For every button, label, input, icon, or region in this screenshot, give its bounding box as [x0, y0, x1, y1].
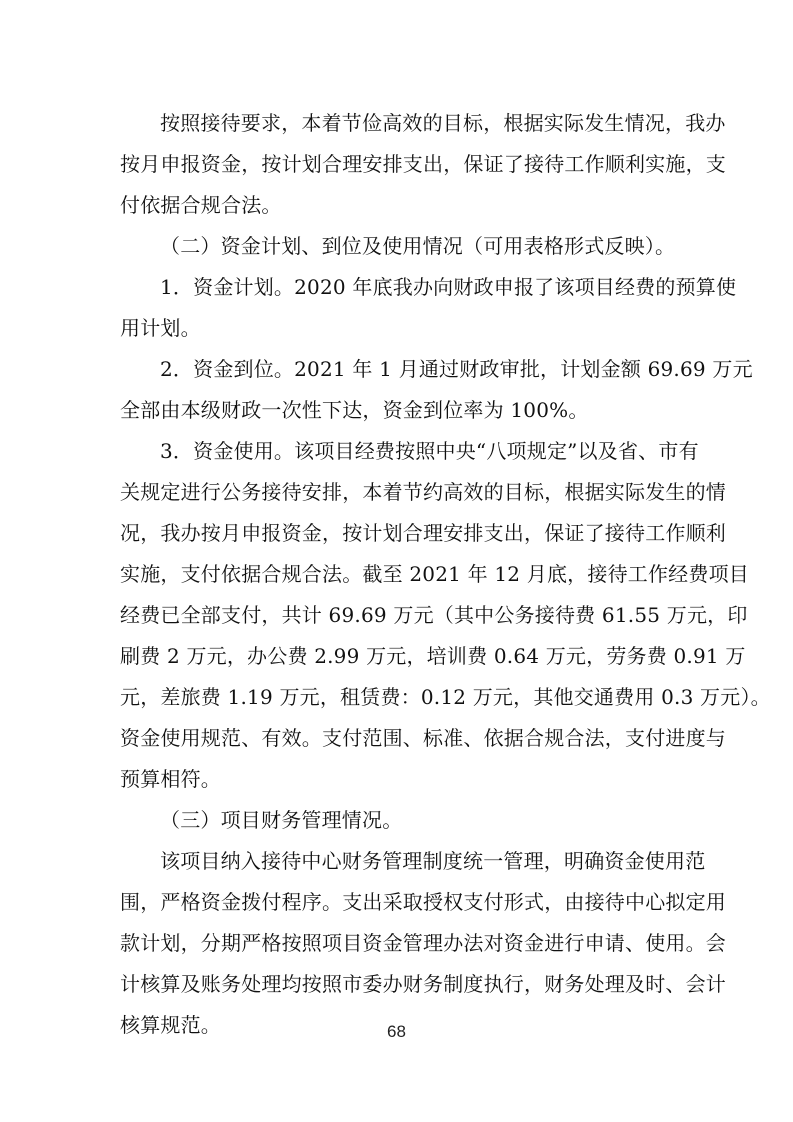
paragraph-line: 经费已全部支付，共计 69.69 万元（其中公务接待费 61.55 万元，印: [120, 603, 748, 627]
section-heading-funds: [120, 226, 674, 267]
paragraph-line: 按月申报资金，按计划合理安排支出，保证了接待工作顺利实施，支: [120, 152, 726, 176]
heading-line: （二）资金计划、到位及使用情况（可用表格形式反映）。: [160, 234, 676, 258]
paragraph-line: 预算相符。: [120, 767, 221, 791]
body-text: [120, 103, 771, 1046]
paragraph-line: 核算规范。: [120, 1013, 221, 1037]
paragraph-financial-management: [120, 841, 726, 1046]
paragraph-reception-requirements: [120, 103, 726, 226]
paragraph-line: 围，严格资金拨付程序。支出采取授权支付形式，由接待中心拟定用: [120, 890, 726, 914]
paragraph-line: 用计划。: [120, 316, 201, 340]
paragraph-line: 按照接待要求，本着节俭高效的目标，根据实际发生情况，我办: [160, 111, 726, 135]
paragraph-line: 款计划，分期严格按照项目资金管理办法对资金进行申请、使用。会: [120, 931, 726, 955]
paragraph-line: 付依据合规合法。: [120, 193, 282, 217]
paragraph-line: 资金使用规范、有效。支付范围、标准、依据合规合法，支付进度与: [120, 726, 726, 750]
paragraph-line: 计核算及账务处理均按照市委办财务制度执行，财务处理及时、会计: [120, 972, 726, 996]
paragraph-fund-plan: [120, 267, 737, 349]
paragraph-fund-arrival: [120, 349, 753, 431]
paragraph-line: 3．资金使用。该项目经费按照中央“八项规定”以及省、市有: [160, 439, 699, 463]
page-number: 68: [387, 1022, 406, 1041]
paragraph-fund-usage: [120, 431, 771, 800]
heading-line: （三）项目财务管理情况。: [160, 808, 403, 832]
paragraph-line: 该项目纳入接待中心财务管理制度统一管理，明确资金使用范: [160, 849, 706, 873]
paragraph-line: 实施，支付依据合规合法。截至 2021 年 12 月底，接待工作经费项目: [120, 562, 749, 586]
paragraph-line: 全部由本级财政一次性下达，资金到位率为 100%。: [120, 398, 589, 422]
paragraph-line: 关规定进行公务接待安排，本着节约高效的目标，根据实际发生的情: [120, 480, 726, 504]
paragraph-line: 1．资金计划。2020 年底我办向财政申报了该项目经费的预算使: [160, 275, 737, 299]
paragraph-line: 刷费 2 万元，办公费 2.99 万元，培训费 0.64 万元，劳务费 0.91 万: [120, 644, 746, 668]
section-heading-financial-management: [120, 800, 674, 841]
paragraph-line: 况，我办按月申报资金，按计划合理安排支出，保证了接待工作顺利: [120, 521, 726, 545]
paragraph-line: 2．资金到位。2021 年 1 月通过财政审批，计划金额 69.69 万元: [160, 357, 753, 381]
paragraph-line: 元，差旅费 1.19 万元，租赁费：0.12 万元，其他交通费用 0.3 万元）。: [120, 685, 771, 709]
